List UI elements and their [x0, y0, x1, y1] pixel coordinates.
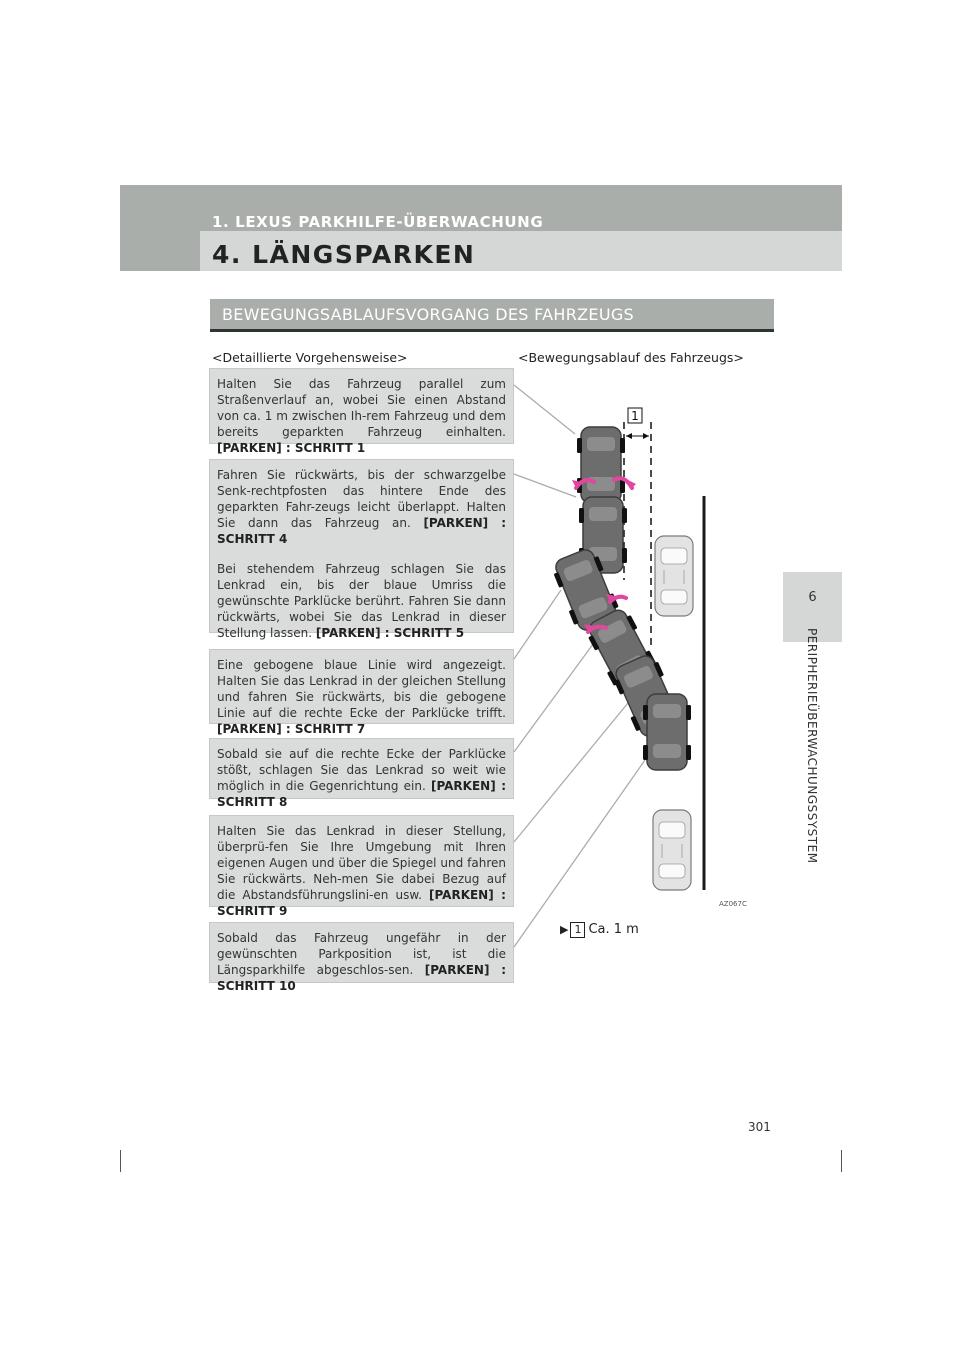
subheading-text: BEWEGUNGSABLAUFSVORGANG DES FAHRZEUGS — [222, 305, 634, 324]
step-ref: [PARKEN] : SCHRITT 9 — [217, 888, 506, 918]
step-text: Bei stehendem Fahrzeug schlagen Sie das Lenkrad ein, bis der blaue Umriss die gewünschte Parklücke berührt. Fahren Sie dann rückwärts, wobei Sie das Lenkrad in dieser Stellung lassen. — [217, 562, 506, 640]
pointer-icon: ▶ — [560, 923, 569, 936]
page-title: 4. LÄNGSPARKEN — [212, 240, 476, 269]
distance-footnote — [560, 922, 639, 938]
step-ref: [PARKEN] : SCHRITT 5 — [315, 626, 465, 640]
chapter-number: 6 — [808, 590, 817, 605]
step-text: Sobald sie auf die rechte Ecke der Parklücke stößt, schlagen Sie das Lenkrad so weit wie möglich in die Gegenrichtung ein. — [217, 747, 506, 793]
diagram-code: AZ067C — [719, 900, 747, 908]
footnote-marker: 1 — [570, 922, 585, 938]
step-text: Halten Sie das Fahrzeug parallel zum Straßenverlauf an, wobei Sie einen Abstand von ca. 1 m zwischen Ih-rem Fahrzeug und dem bereits geparkten Fahrzeug einhalten. — [217, 377, 506, 439]
page-number: 301 — [748, 1120, 771, 1134]
caption-procedure: <Detaillierte Vorgehensweise> — [212, 350, 408, 365]
step-text: Halten Sie das Lenkrad in dieser Stellung, überprü-fen Sie Ihre Umgebung mit Ihren eigenen Augen und über die Spiegel und fahren Sie rückwärts. Neh-men Sie dabei Bezug auf die Abstandsführungslini-en usw. — [217, 824, 506, 902]
parked-car — [655, 536, 693, 616]
vehicle-position — [643, 694, 691, 770]
step-ref: [PARKEN] : SCHRITT 8 — [217, 779, 506, 809]
vehicle-position — [577, 427, 625, 503]
parking-diagram — [514, 360, 784, 920]
step-ref: [PARKEN] : SCHRITT 4 — [217, 516, 506, 546]
step-ref: [PARKEN] : SCHRITT 7 — [217, 722, 366, 736]
step-text: Sobald das Fahrzeug ungefähr in der gewünschten Parkposition ist, ist die Längsparkhilfe abgeschlos-sen. — [217, 931, 506, 977]
marker-label: 1 — [631, 409, 639, 423]
step-ref: [PARKEN] : SCHRITT 10 — [217, 963, 506, 993]
step-text: Eine gebogene blaue Linie wird angezeigt. Halten Sie das Lenkrad in der gleichen Stellung und fahren Sie rückwärts, bis die gebogene Linie auf die rechte Ecke der Parklücke trifft. — [217, 658, 506, 720]
parked-car — [653, 810, 691, 890]
step-ref: [PARKEN] : SCHRITT 1 — [217, 441, 366, 455]
step-text: Fahren Sie rückwärts, bis der schwarzgelbe Senk-rechtpfosten das hintere Ende des geparkten Fahr-zeugs leicht überlappt. Halten Sie dann das Fahrzeug an. — [217, 468, 506, 530]
footnote-text: Ca. 1 m — [588, 922, 639, 937]
chapter-label: PERIPHERIEÜBERWACHUNGSSYSTEM — [805, 628, 819, 864]
section-title: 1. LEXUS PARKHILFE-ÜBERWACHUNG — [212, 213, 544, 231]
caption-vehicle-movement: <Bewegungsablauf des Fahrzeugs> — [518, 350, 744, 365]
